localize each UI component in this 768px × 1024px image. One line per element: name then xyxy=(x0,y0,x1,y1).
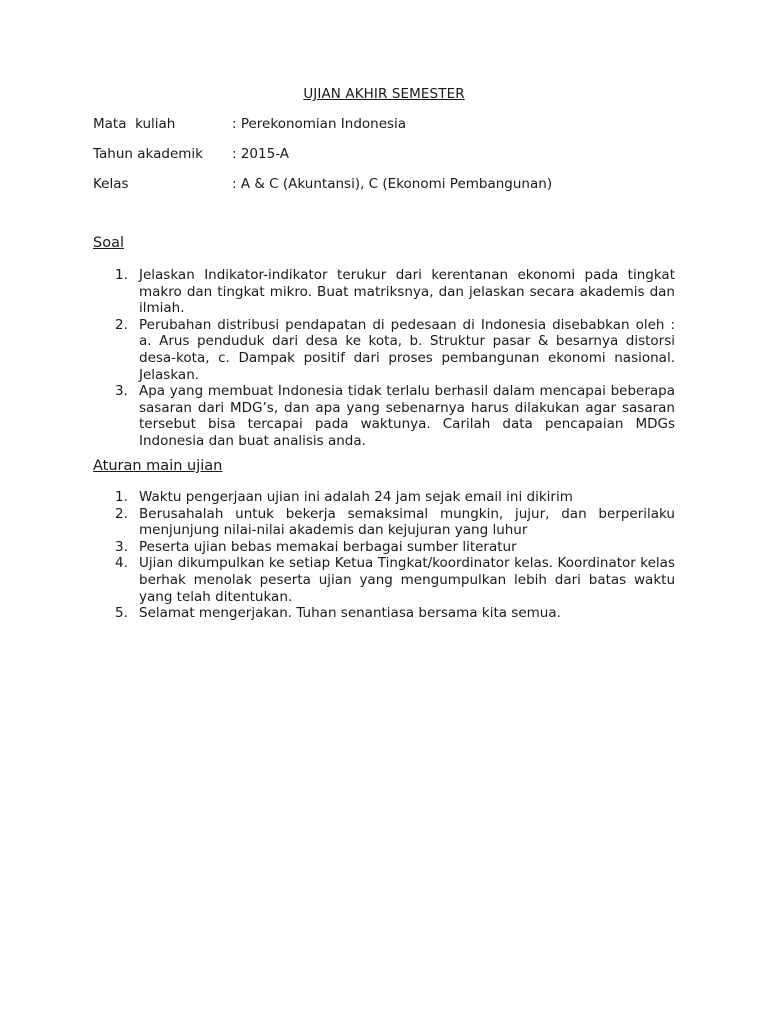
list-text: Ujian dikumpulkan ke setiap Ketua Tingkat/koordinator kelas. Koordinator kelas berhak menolak peserta ujian yang mengumpulkan lebih dari batas waktu yang telah ditentukan. xyxy=(139,555,675,605)
list-text: Jelaskan Indikator-indikator terukur dari kerentanan ekonomi pada tingkat makro dan tingkat mikro. Buat matriksnya, dan jelaskan secara akademis dan ilmiah. xyxy=(139,267,675,317)
list-item xyxy=(93,605,675,622)
list-number: 5. xyxy=(115,605,128,622)
list-number: 3. xyxy=(115,538,128,555)
list-number: 4. xyxy=(115,555,128,572)
list-item xyxy=(93,539,675,556)
aturan-list xyxy=(93,489,675,622)
list-item xyxy=(93,317,675,383)
aturan-heading: Aturan main ujian xyxy=(93,458,223,474)
meta-row-tahun-akademik xyxy=(93,146,289,162)
document-title: UJIAN AKHIR SEMESTER xyxy=(303,86,465,102)
list-item xyxy=(93,506,675,539)
meta-value: : 2015-A xyxy=(232,146,290,162)
list-text: Apa yang membuat Indonesia tidak terlalu berhasil dalam mencapai beberapa sasaran dari MDG’s, dan apa yang sebenarnya harus dilakukan agar sasaran tersebut bisa tercapai pada waktunya. Carilah data pencapaian MDGs Indonesia dan buat analisis anda. xyxy=(139,383,675,449)
list-number: 2. xyxy=(115,316,128,333)
list-text: Berusahalah untuk bekerja semaksimal mungkin, jujur, dan berperilaku menjunjung nilai-nilai akademis dan kejujuran yang luhur xyxy=(139,505,675,539)
list-text: Peserta ujian bebas memakai berbagai sumber literatur xyxy=(139,538,517,555)
list-number: 2. xyxy=(115,505,128,522)
meta-row-kelas xyxy=(93,176,552,192)
soal-list xyxy=(93,267,675,450)
list-text: Perubahan distribusi pendapatan di pedesaan di Indonesia disebabkan oleh : a. Arus penduduk dari desa ke kota, b. Struktur pasar & besarnya distorsi desa-kota, c. Dampak positif dari proses pembangunan ekonomi nasional. Jelaskan. xyxy=(139,316,675,383)
list-number: 1. xyxy=(115,267,128,283)
list-item xyxy=(93,267,675,317)
meta-label: Mata kuliah xyxy=(93,116,176,132)
meta-label: Tahun akademik xyxy=(93,146,203,162)
list-item xyxy=(93,489,675,506)
meta-value: : A & C (Akuntansi), C (Ekonomi Pembangunan) xyxy=(232,176,553,192)
meta-row-mata-kuliah xyxy=(93,116,406,132)
list-item xyxy=(93,383,675,449)
list-text: Waktu pengerjaan ujian ini adalah 24 jam sejak email ini dikirim xyxy=(139,489,573,505)
meta-label: Kelas xyxy=(93,176,129,192)
soal-heading: Soal xyxy=(93,235,124,251)
list-number: 1. xyxy=(115,489,128,505)
list-text: Selamat mengerjakan. Tuhan senantiasa bersama kita semua. xyxy=(139,605,561,622)
list-number: 3. xyxy=(115,383,128,400)
list-item xyxy=(93,555,675,605)
meta-value: : Perekonomian Indonesia xyxy=(232,116,407,132)
